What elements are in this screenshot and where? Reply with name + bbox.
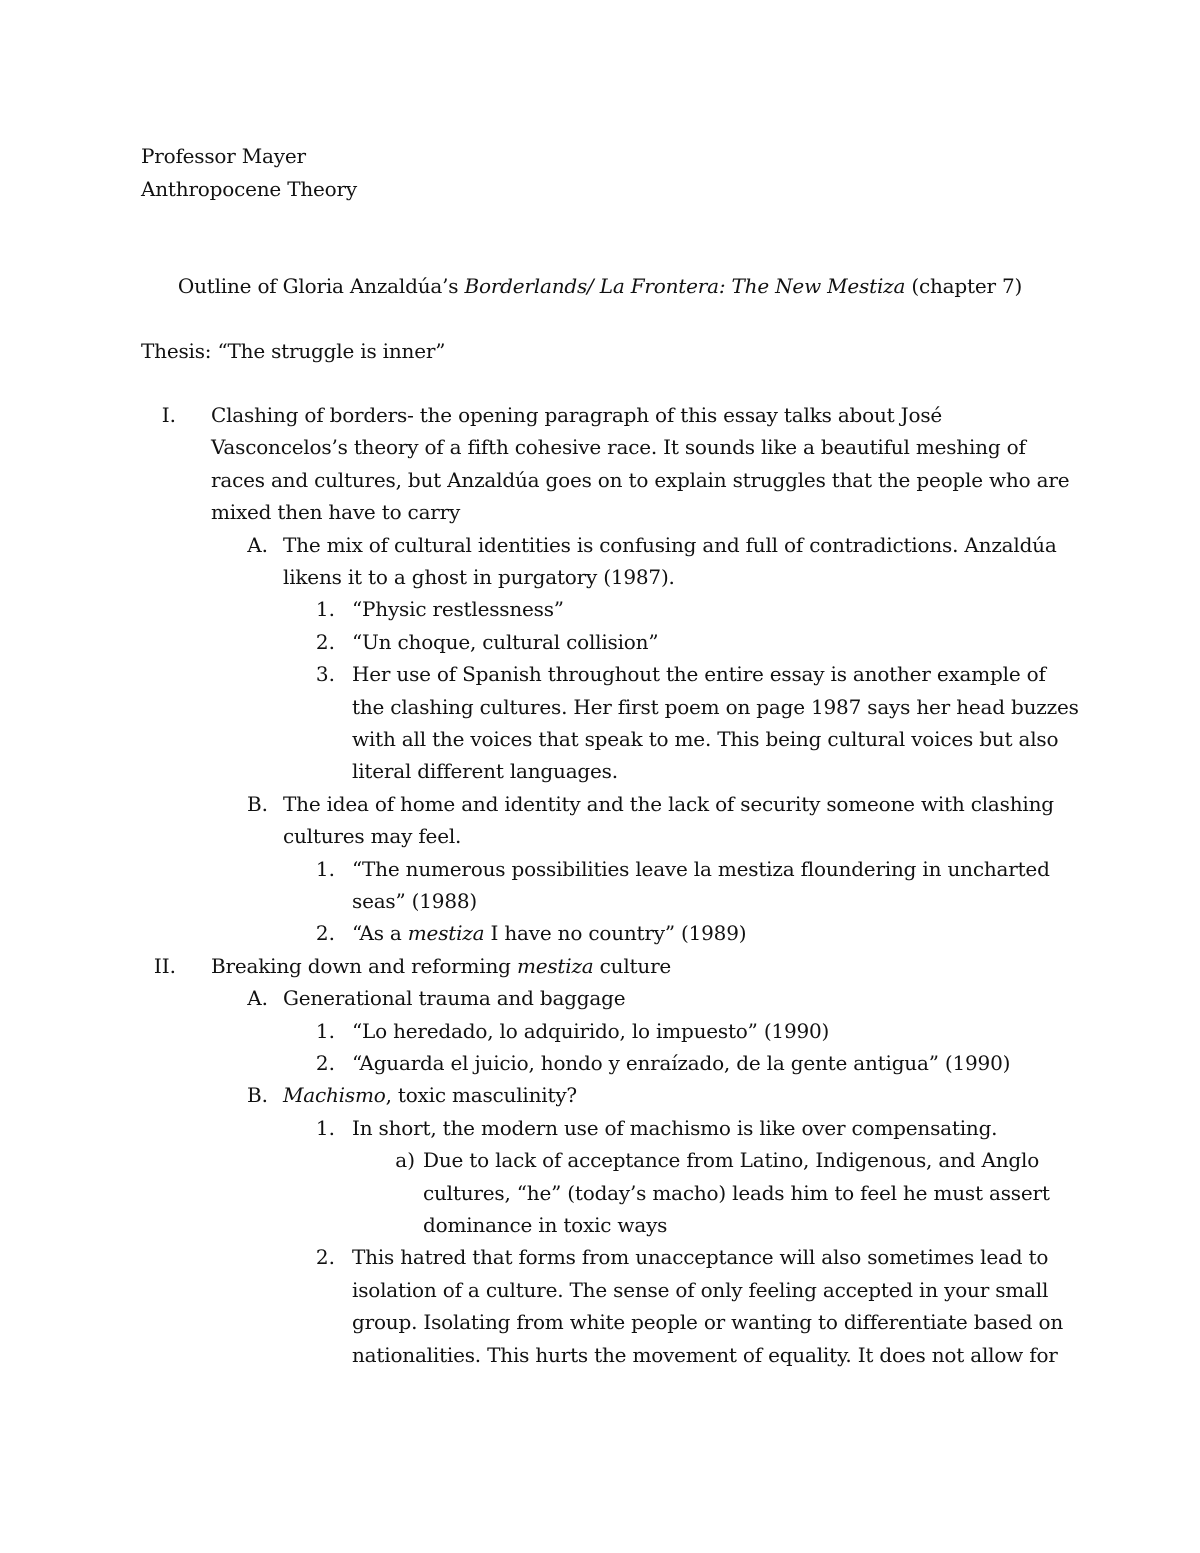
section-text-emphasis: mestiza xyxy=(516,953,594,978)
point-text-pre: “As a xyxy=(352,921,408,946)
thesis-statement: Thesis: “The struggle is inner” xyxy=(141,339,446,363)
book-title: Borderlands/ La Frontera: The New Mestiza xyxy=(464,274,906,298)
point-marker: 2. xyxy=(315,1245,335,1270)
point-text-line: the clashing cultures. Her first poem on page 1987 says her head buzzes xyxy=(352,694,1079,719)
section-text-post: culture xyxy=(593,953,672,978)
point-text-line xyxy=(352,917,746,949)
point-text-line: “Lo heredado, lo adquirido, lo impuesto” (1990) xyxy=(352,1018,830,1043)
subsection-text-line: The mix of cultural identities is confusing and full of contradictions. Anzaldúa xyxy=(283,532,1057,557)
point-marker: 1. xyxy=(315,856,335,881)
subsection-marker: A. xyxy=(247,986,268,1011)
point-marker: 3. xyxy=(315,662,335,687)
subsection-marker: A. xyxy=(247,532,268,557)
point-text-line: In short, the modern use of machismo is like over compensating. xyxy=(352,1115,998,1140)
subsection-marker: B. xyxy=(246,791,268,816)
subsection-text-line xyxy=(283,1079,577,1111)
point-text-line: “Un choque, cultural collision” xyxy=(352,629,659,654)
subsection-text-post: , toxic masculinity? xyxy=(385,1083,577,1108)
point-text-emphasis: mestiza xyxy=(407,921,485,946)
section-text-line xyxy=(211,950,671,982)
section-marker: I. xyxy=(161,403,176,427)
course-name: Anthropocene Theory xyxy=(141,177,357,201)
subpoint-marker: a) xyxy=(395,1148,415,1173)
point-text-line: isolation of a culture. The sense of only feeling accepted in your small xyxy=(352,1277,1049,1302)
point-text-post: I have no country” (1989) xyxy=(484,921,747,946)
point-text-line: group. Isolating from white people or wanting to differentiate based on xyxy=(352,1310,1064,1335)
point-text-line: with all the voices that speak to me. This being cultural voices but also xyxy=(352,727,1059,751)
title-suffix: (chapter 7) xyxy=(905,274,1023,298)
section-text-pre: Breaking down and reforming xyxy=(211,953,517,978)
point-text-line: “Physic restlessness” xyxy=(352,597,564,622)
subsection-marker: B. xyxy=(246,1083,268,1108)
professor-name: Professor Mayer xyxy=(141,144,306,168)
subsection-text-line: The idea of home and identity and the lack of security someone with clashing xyxy=(283,791,1054,816)
point-marker: 1. xyxy=(315,1018,335,1043)
subsection-text-line: likens it to a ghost in purgatory (1987). xyxy=(283,565,675,589)
subpoint-text-line: cultures, “he” (today’s macho) leads him to feel he must assert xyxy=(423,1180,1050,1205)
point-text-line: seas” (1988) xyxy=(352,889,477,913)
section-text-line: races and cultures, but Anzaldúa goes on to explain struggles that the people who are xyxy=(211,467,1070,492)
section-text-line: mixed then have to carry xyxy=(211,500,461,525)
point-marker: 2. xyxy=(315,629,335,654)
subsection-text-emphasis: Machismo xyxy=(283,1083,386,1108)
point-text-line: This hatred that forms from unacceptance will also sometimes lead to xyxy=(352,1245,1049,1270)
document-title xyxy=(0,270,1200,302)
point-marker: 1. xyxy=(315,597,335,622)
point-text-line: nationalities. This hurts the movement of equality. It does not allow for xyxy=(352,1342,1058,1367)
section-text-line: Clashing of borders- the opening paragraph of this essay talks about José xyxy=(211,403,943,427)
section-marker: II. xyxy=(153,953,176,978)
subpoint-text-line: Due to lack of acceptance from Latino, Indigenous, and Anglo xyxy=(423,1148,1040,1173)
point-text-line: literal different languages. xyxy=(352,759,618,784)
subsection-text-line: Generational trauma and baggage xyxy=(283,986,626,1011)
point-marker: 2. xyxy=(315,921,335,946)
point-text-line: Her use of Spanish throughout the entire essay is another example of xyxy=(352,662,1046,687)
point-text-line: “The numerous possibilities leave la mestiza floundering in uncharted xyxy=(352,856,1050,881)
subsection-text-line: cultures may feel. xyxy=(283,824,462,849)
point-marker: 2. xyxy=(315,1051,335,1075)
point-marker: 1. xyxy=(315,1115,335,1140)
section-text-line: Vasconcelos’s theory of a fifth cohesive race. It sounds like a beautiful meshing of xyxy=(211,435,1026,460)
subpoint-text-line: dominance in toxic ways xyxy=(423,1213,668,1237)
point-text-line: “Aguarda el juicio, hondo y enraízado, de la gente antigua” (1990) xyxy=(352,1051,1011,1075)
title-prefix: Outline of Gloria Anzaldúa’s xyxy=(177,274,465,298)
